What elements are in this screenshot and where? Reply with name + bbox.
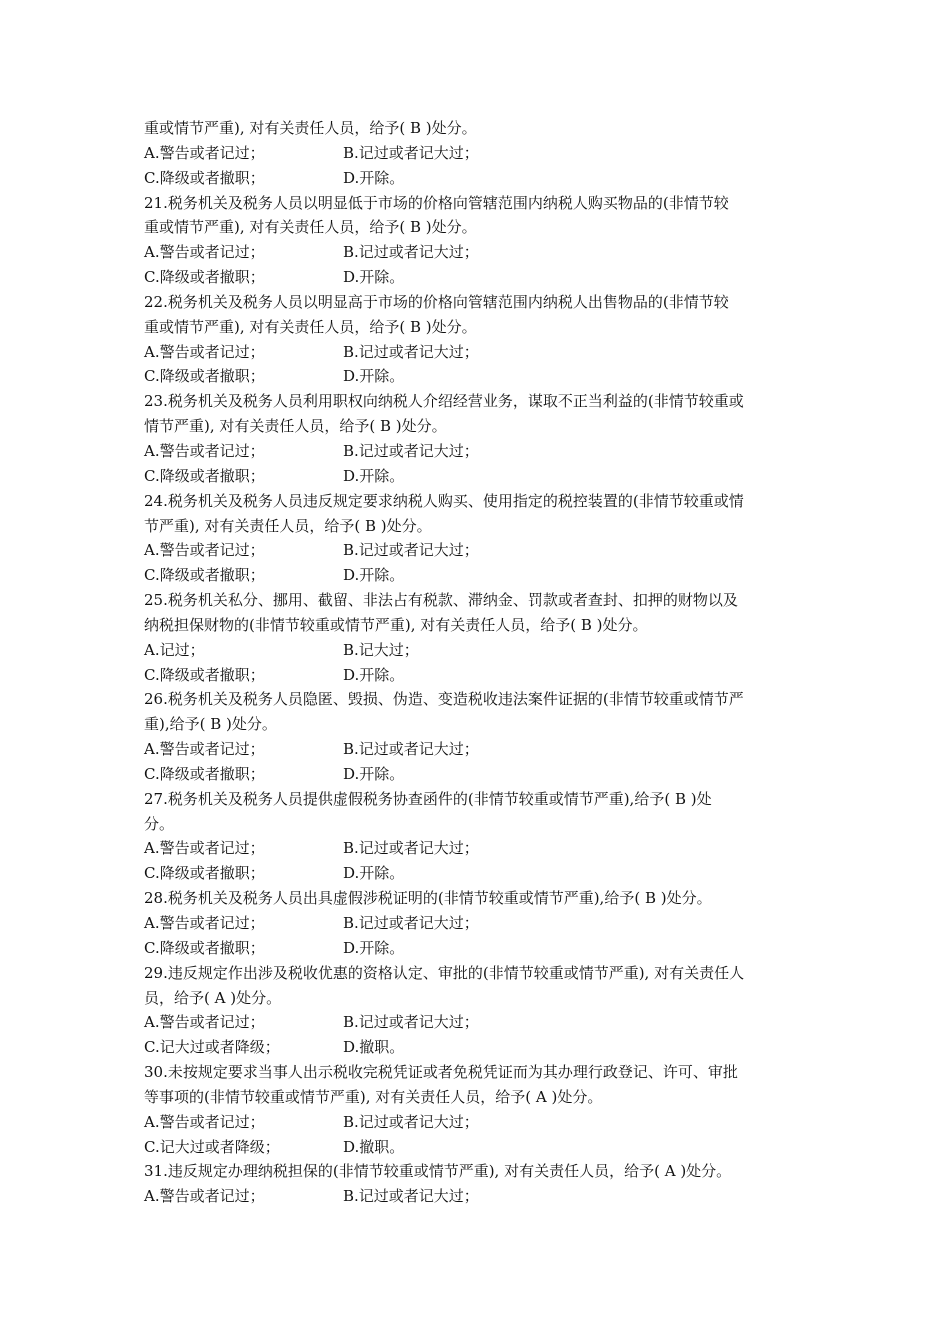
question-text-line: 重或情节严重), 对有关责任人员，给予( B )处分。 [144,218,477,237]
option-right: B.记大过； [343,640,419,659]
option-right: B.记过或者记大过； [343,243,479,262]
document-body [144,116,810,1209]
answer-options-row [144,1010,810,1035]
option-right: D.开除。 [343,764,405,783]
question-text-line: 分。 [144,814,175,833]
option-right: D.撤职。 [343,1137,405,1156]
answer-options-row [144,464,810,489]
answer-options-row [144,1110,810,1135]
option-left: A.警告或者记过； [144,441,265,460]
option-left: A.警告或者记过； [144,243,265,262]
option-left: A.警告或者记过； [144,1187,265,1206]
answer-options-row [144,340,810,365]
question-text-line: 节严重), 对有关责任人员，给予( B )处分。 [144,516,432,535]
option-right: B.记过或者记大过； [343,1112,479,1131]
question-text-line: 员，给予( A )处分。 [144,988,282,1007]
option-left: C.降级或者撤职； [144,864,265,883]
answer-options-row [144,563,810,588]
answer-options-row [144,737,810,762]
answer-options-row [144,439,810,464]
answer-options-row [144,265,810,290]
option-right: D.开除。 [343,367,405,386]
answer-options-row [144,638,810,663]
answer-options-row [144,1184,810,1209]
option-right: B.记过或者记大过； [343,1013,479,1032]
question-text-line: 31.违反规定办理纳税担保的(非情节较重或情节严重), 对有关责任人员，给予( A )处分。 [144,1162,732,1181]
question-text-line: 30.未按规定要求当事人出示税收完税凭证或者免税凭证而为其办理行政登记、许可、审批 [144,1063,738,1082]
question-text-line: 重),给予( B )处分。 [144,715,277,734]
answer-options-row [144,364,810,389]
option-right: B.记过或者记大过； [343,740,479,759]
option-left: C.降级或者撤职； [144,466,265,485]
answer-options-row [144,663,810,688]
question-text-line: 等事项的(非情节较重或情节严重), 对有关责任人员，给予( A )处分。 [144,1087,603,1106]
option-left: C.降级或者撤职； [144,268,265,287]
option-right: B.记过或者记大过； [343,839,479,858]
option-right: B.记过或者记大过； [343,541,479,560]
question-text-line: 重或情节严重), 对有关责任人员，给予( B )处分。 [144,317,477,336]
question-text-line: 24.税务机关及税务人员违反规定要求纳税人购买、使用指定的税控装置的(非情节较重或情 [144,491,744,510]
option-left: A.记过； [144,640,205,659]
option-right: D.撤职。 [343,1038,405,1057]
question-text-line: 21.税务机关及税务人员以明显低于市场的价格向管辖范围内纳税人购买物品的(非情节较 [144,193,729,212]
option-left: A.警告或者记过； [144,541,265,560]
question-text-line: 纳税担保财物的(非情节较重或情节严重), 对有关责任人员，给予( B )处分。 [144,615,648,634]
question-text-line: 22.税务机关及税务人员以明显高于市场的价格向管辖范围内纳税人出售物品的(非情节较 [144,292,729,311]
answer-options-row [144,1135,810,1160]
option-right: B.记过或者记大过； [343,441,479,460]
question-text-line: 28.税务机关及税务人员出具虚假涉税证明的(非情节较重或情节严重),给予( B )处分。 [144,889,712,908]
answer-options-row [144,836,810,861]
option-right: B.记过或者记大过； [343,1187,479,1206]
question-text-line: 重或情节严重), 对有关责任人员，给予( B )处分。 [144,119,477,137]
question-text-line: 27.税务机关及税务人员提供虚假税务协查函件的(非情节较重或情节严重),给予( B )处 [144,789,712,808]
question-text-line: 26.税务机关及税务人员隐匿、毁损、伪造、变造税收违法案件证据的(非情节较重或情节严 [144,690,744,709]
option-left: C.降级或者撤职； [144,367,265,386]
option-left: C.降级或者撤职； [144,168,265,187]
question-text-line: 23.税务机关及税务人员利用职权向纳税人介绍经营业务，谋取不正当利益的(非情节较重或 [144,392,744,411]
option-left: A.警告或者记过； [144,342,265,361]
question-text-line: 情节严重), 对有关责任人员，给予( B )处分。 [144,417,447,436]
option-left: C.降级或者撤职； [144,764,265,783]
option-right: D.开除。 [343,665,405,684]
answer-options-row [144,141,810,166]
option-left: C.记大过或者降级； [144,1137,280,1156]
option-right: D.开除。 [343,864,405,883]
option-left: C.降级或者撤职； [144,938,265,957]
option-left: A.警告或者记过； [144,914,265,932]
option-left: A.警告或者记过； [144,740,265,759]
question-text-line: 29.违反规定作出涉及税收优惠的资格认定、审批的(非情节较重或情节严重), 对有关责任人 [144,963,745,982]
option-right: D.开除。 [343,938,405,957]
option-right: B.记过或者记大过； [343,342,479,361]
option-right: D.开除。 [343,466,405,485]
answer-options-row [144,166,810,191]
question-text-line: 25.税务机关私分、挪用、截留、非法占有税款、滞纳金、罚款或者查封、扣押的财物以及 [144,591,738,610]
option-left: A.警告或者记过； [144,143,265,162]
option-right: D.开除。 [343,566,405,585]
answer-options-row [144,538,810,563]
option-right: D.开除。 [343,268,405,287]
option-right: B.记过或者记大过； [343,143,479,162]
option-left: C.降级或者撤职； [144,665,265,684]
answer-options-row [144,240,810,265]
option-right: B.记过或者记大过； [343,914,479,932]
option-left: C.记大过或者降级； [144,1038,280,1057]
option-left: A.警告或者记过； [144,1112,265,1131]
option-left: A.警告或者记过； [144,1013,265,1032]
option-left: A.警告或者记过； [144,839,265,858]
option-left: C.降级或者撤职； [144,566,265,585]
answer-options-row [144,762,810,787]
option-right: D.开除。 [343,168,405,187]
answer-options-row [144,936,810,961]
answer-options-row [144,861,810,886]
answer-options-row [144,911,810,936]
answer-options-row [144,1035,810,1060]
